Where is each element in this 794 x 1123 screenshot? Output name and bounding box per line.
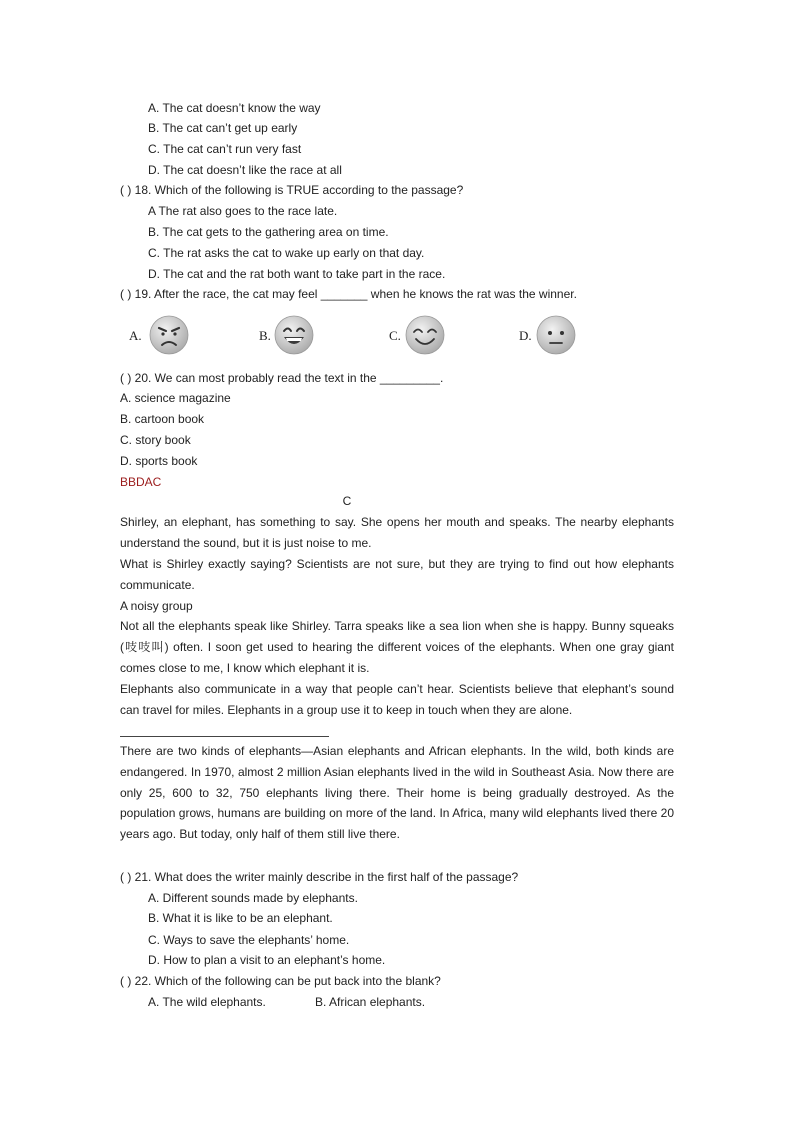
- q22-option-b: B. African elephants.: [315, 995, 426, 1009]
- q19-option-d-label: D.: [519, 328, 532, 343]
- q19-stem: ( ) 19. After the race, the cat may feel _______ when he knows the rat was the winner.: [120, 287, 577, 301]
- q18-option-b: B. The cat gets to the gathering area on time.: [148, 225, 389, 239]
- passage-paragraph-2: What is Shirley exactly saying? Scientists are not sure, but they are trying to find out how elephants communicate.: [120, 557, 674, 592]
- q19-option-a-label: A.: [129, 328, 142, 343]
- q22-option-a: A. The wild elephants.: [148, 995, 266, 1009]
- q22-stem: ( ) 22. Which of the following can be put back into the blank?: [120, 974, 441, 988]
- q20-option-c: C. story book: [120, 433, 191, 447]
- q20-option-d: D. sports book: [120, 454, 198, 468]
- q18-option-c: C. The rat asks the cat to wake up early on that day.: [148, 246, 425, 260]
- q17-option-a: A. The cat doesn’t know the way: [148, 101, 321, 115]
- smiling-face-icon: [405, 315, 445, 355]
- q20-option-a: A. science magazine: [120, 391, 231, 405]
- passage-subheading: A noisy group: [120, 599, 193, 613]
- q21-option-b: B. What it is like to be an elephant.: [148, 911, 333, 925]
- q21-option-d: D. How to plan a visit to an elephant’s home.: [148, 953, 386, 967]
- q21-option-a: A. Different sounds made by elephants.: [148, 891, 358, 905]
- q20-stem: ( ) 20. We can most probably read the text in the _________.: [120, 371, 444, 385]
- angry-face-icon: [149, 315, 189, 355]
- passage-paragraph-5: There are two kinds of elephants—Asian elephants and African elephants. In the wild, both kinds are endangered. In 1970, almost 2 million Asian elephants lived in the wild in Southeast Asia. Now there are only 25, 600 to 32, 750 elephants living there. Their home is being gradually destroyed. As the population grows, humans are building on more of the land. In Africa, many wild elephants lived there 20 years ago. But today, only half of them still live there.: [120, 744, 674, 842]
- q17-option-c: C. The cat can’t run very fast: [148, 142, 302, 156]
- q17-option-b: B. The cat can’t get up early: [148, 121, 298, 135]
- q19-option-b-label: B.: [259, 328, 271, 343]
- laughing-face-icon: [274, 315, 314, 355]
- blank-line: [120, 736, 329, 737]
- q17-option-d: D. The cat doesn’t like the race at all: [148, 163, 342, 177]
- passage-paragraph-4: Elephants also communicate in a way that people can’t hear. Scientists believe that elephant’s sound can travel for miles. Elephants in a group use it to keep in touch when they are alone.: [120, 682, 674, 717]
- q21-option-c: C. Ways to save the elephants’ home.: [148, 933, 350, 947]
- passage-paragraph-3: Not all the elephants speak like Shirley. Tarra speaks like a sea lion when she is happy. Bunny squeaks (吱吱叫) often. I soon get used to hearing the different voices of the elephants. When one gray giant comes close to me, I know which elephant it is.: [120, 619, 674, 675]
- passage-heading: C: [342, 494, 352, 508]
- answer-key: BBDAC: [120, 475, 162, 489]
- passage-paragraph-1: Shirley, an elephant, has something to say. She opens her mouth and speaks. The nearby elephants understand the sound, but it is just noise to me.: [120, 515, 674, 550]
- q20-option-b: B. cartoon book: [120, 412, 205, 426]
- q19-option-c-label: C.: [389, 328, 401, 343]
- q21-stem: ( ) 21. What does the writer mainly describe in the first half of the passage?: [120, 870, 519, 884]
- q18-stem: ( ) 18. Which of the following is TRUE according to the passage?: [120, 183, 464, 197]
- q18-option-a: A The rat also goes to the race late.: [148, 204, 338, 218]
- neutral-face-icon: [536, 315, 576, 355]
- q18-option-d: D. The cat and the rat both want to take part in the race.: [148, 267, 446, 281]
